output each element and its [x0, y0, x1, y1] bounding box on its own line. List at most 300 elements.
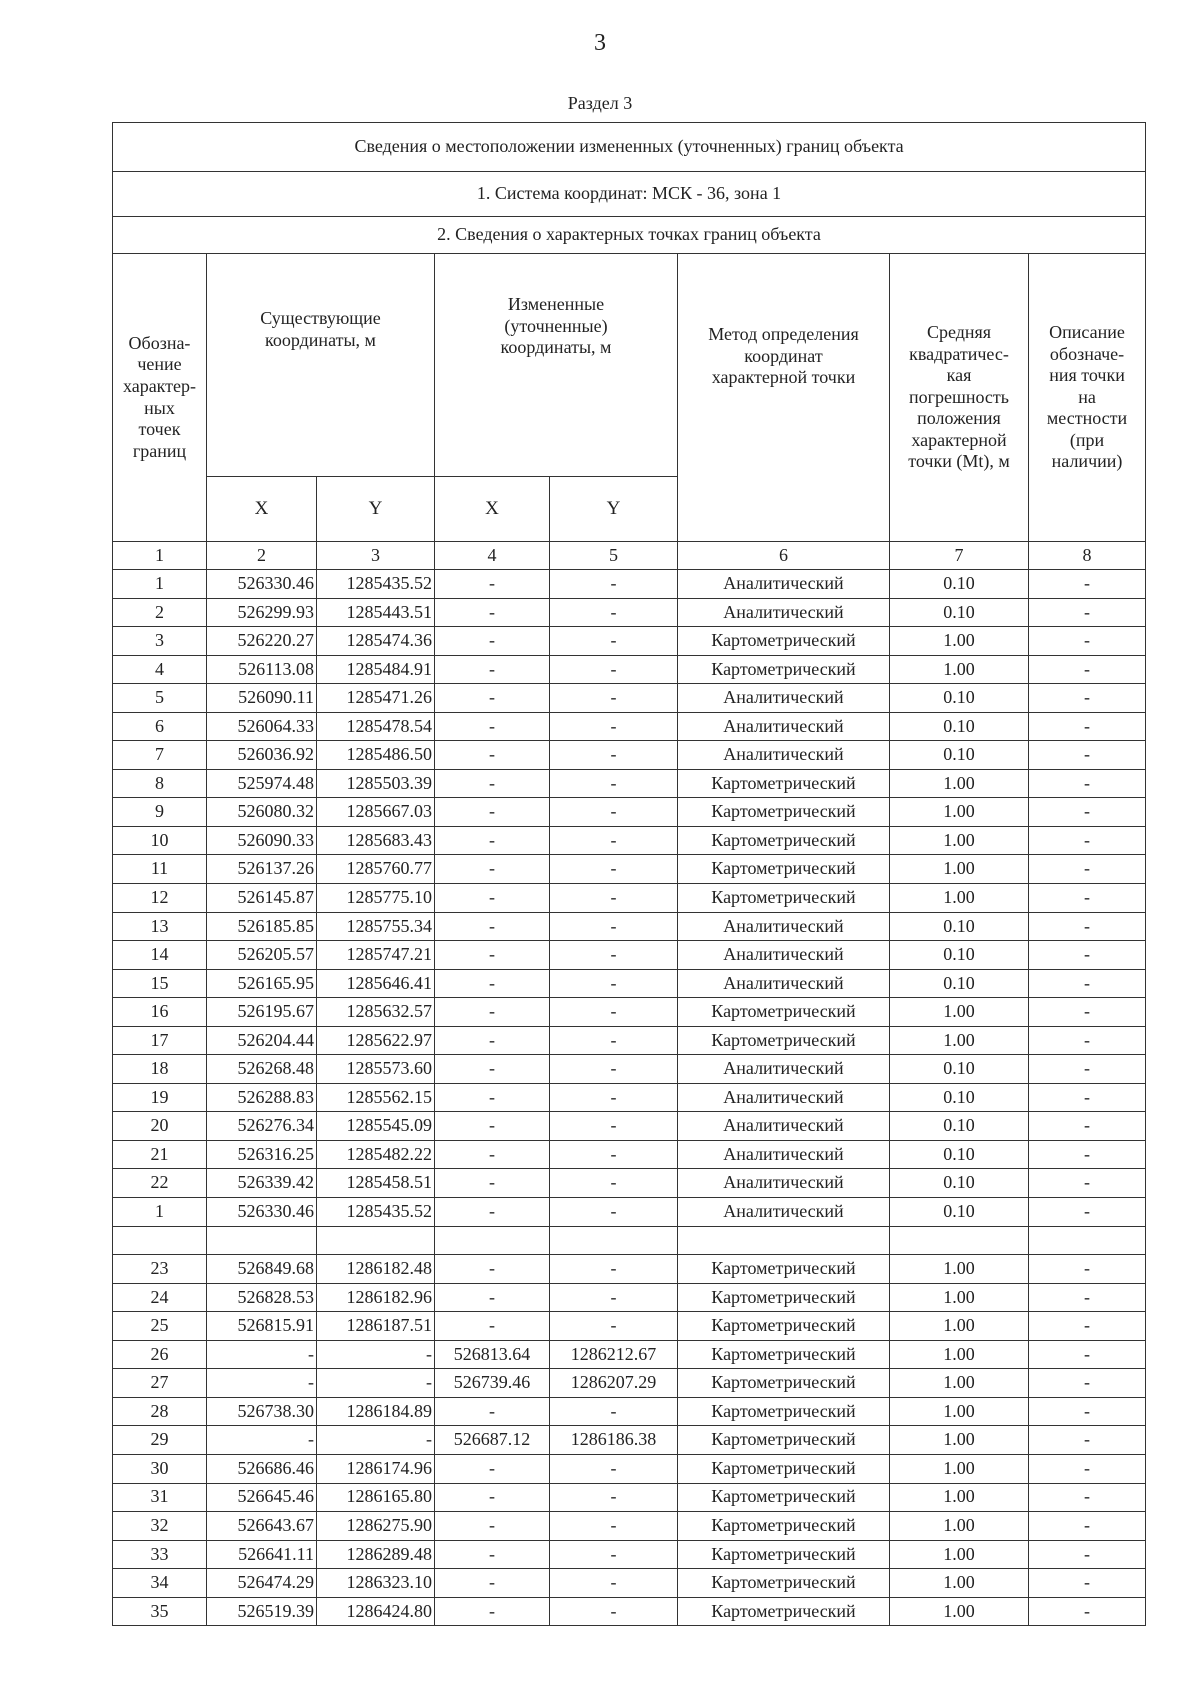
cell-changed-x: - [435, 1140, 550, 1169]
cell-description: - [1029, 1540, 1146, 1569]
cell-existing-y: 1285573.60 [317, 1055, 435, 1084]
cell-existing-y: 1285486.50 [317, 741, 435, 770]
cell-description: - [1029, 1140, 1146, 1169]
table-row [113, 1255, 1146, 1284]
cell-changed-x: - [435, 741, 550, 770]
table-body [113, 570, 1146, 1626]
cell-changed-y [550, 1226, 678, 1255]
cell-existing-y: 1285646.41 [317, 969, 435, 998]
cell-existing-x: 526299.93 [207, 598, 317, 627]
cell-existing-y: 1285474.36 [317, 627, 435, 656]
cell-point: 14 [113, 941, 207, 970]
cell-changed-y: - [550, 627, 678, 656]
cell-changed-y: - [550, 1055, 678, 1084]
cell-description: - [1029, 912, 1146, 941]
cell-existing-y: 1285503.39 [317, 769, 435, 798]
cell-point: 9 [113, 798, 207, 827]
cell-method: Картометрический [678, 1255, 890, 1284]
cell-changed-x: - [435, 1483, 550, 1512]
cell-existing-x: 526204.44 [207, 1026, 317, 1055]
cell-changed-x: - [435, 627, 550, 656]
cell-method: Картометрический [678, 1397, 890, 1426]
cell-error: 0.10 [890, 684, 1029, 713]
cell-error: 1.00 [890, 1255, 1029, 1284]
cell-existing-x: 526686.46 [207, 1454, 317, 1483]
cell-description: - [1029, 798, 1146, 827]
cell-method: Картометрический [678, 1597, 890, 1626]
cell-point: 27 [113, 1369, 207, 1398]
cell-changed-x: - [435, 1055, 550, 1084]
cell-description: - [1029, 998, 1146, 1027]
cell-existing-x: 526815.91 [207, 1312, 317, 1341]
cell-existing-y: 1285622.97 [317, 1026, 435, 1055]
cell-changed-x: - [435, 769, 550, 798]
table-row [113, 570, 1146, 599]
cell-error: 0.10 [890, 1198, 1029, 1227]
cell-changed-x: - [435, 1454, 550, 1483]
cell-description: - [1029, 1569, 1146, 1598]
cell-error: 1.00 [890, 769, 1029, 798]
table-row [113, 798, 1146, 827]
cell-existing-x: 526738.30 [207, 1397, 317, 1426]
table-row [113, 712, 1146, 741]
cell-method: Аналитический [678, 741, 890, 770]
cell-existing-y: 1285545.09 [317, 1112, 435, 1141]
cell-point: 10 [113, 826, 207, 855]
cell-changed-x: - [435, 1597, 550, 1626]
cell-changed-y: - [550, 1512, 678, 1541]
cell-existing-y: 1285435.52 [317, 1198, 435, 1227]
cell-point: 22 [113, 1169, 207, 1198]
table-row [113, 1312, 1146, 1341]
table-row [113, 1055, 1146, 1084]
cell-description: - [1029, 941, 1146, 970]
column-number: 8 [1029, 542, 1146, 570]
cell-description [1029, 1226, 1146, 1255]
cell-method: Аналитический [678, 570, 890, 599]
cell-existing-x: 526195.67 [207, 998, 317, 1027]
cell-method: Картометрический [678, 1312, 890, 1341]
table-row [113, 826, 1146, 855]
cell-changed-y: - [550, 655, 678, 684]
cell-existing-y: 1286275.90 [317, 1512, 435, 1541]
cell-changed-x: - [435, 684, 550, 713]
cell-changed-y: - [550, 798, 678, 827]
cell-description: - [1029, 1026, 1146, 1055]
cell-error: 1.00 [890, 1283, 1029, 1312]
column-number: 4 [435, 542, 550, 570]
cell-method: Картометрический [678, 1426, 890, 1455]
cell-point: 19 [113, 1083, 207, 1112]
cell-point: 2 [113, 598, 207, 627]
cell-existing-y: 1285478.54 [317, 712, 435, 741]
cell-method: Аналитический [678, 684, 890, 713]
cell-changed-y: - [550, 1140, 678, 1169]
cell-point: 35 [113, 1597, 207, 1626]
cell-existing-x: 526641.11 [207, 1540, 317, 1569]
cell-point: 5 [113, 684, 207, 713]
cell-changed-y: - [550, 1169, 678, 1198]
cell-changed-x: - [435, 1112, 550, 1141]
cell-changed-x: - [435, 598, 550, 627]
cell-error [890, 1226, 1029, 1255]
cell-point: 15 [113, 969, 207, 998]
cell-existing-x: 526268.48 [207, 1055, 317, 1084]
cell-method: Картометрический [678, 1454, 890, 1483]
cell-error: 1.00 [890, 826, 1029, 855]
table-row [113, 1597, 1146, 1626]
cell-changed-x: - [435, 1283, 550, 1312]
cell-error: 0.10 [890, 1140, 1029, 1169]
cell-changed-x: - [435, 912, 550, 941]
cell-existing-y: 1285755.34 [317, 912, 435, 941]
cell-error: 1.00 [890, 855, 1029, 884]
cell-description: - [1029, 1083, 1146, 1112]
cell-description: - [1029, 1112, 1146, 1141]
table-row [113, 1397, 1146, 1426]
cell-existing-x: 526330.46 [207, 570, 317, 599]
table-row [113, 912, 1146, 941]
cell-description: - [1029, 627, 1146, 656]
cell-existing-y: 1285484.91 [317, 655, 435, 684]
cell-method: Картометрический [678, 655, 890, 684]
cell-method: Картометрический [678, 1026, 890, 1055]
cell-existing-x: 526645.46 [207, 1483, 317, 1512]
cell-point: 17 [113, 1026, 207, 1055]
boundary-points-table [112, 122, 1146, 1626]
cell-error: 1.00 [890, 998, 1029, 1027]
cell-error: 1.00 [890, 655, 1029, 684]
cell-method: Картометрический [678, 1512, 890, 1541]
cell-existing-y: 1285482.22 [317, 1140, 435, 1169]
cell-point: 30 [113, 1454, 207, 1483]
cell-changed-y: - [550, 1255, 678, 1284]
cell-existing-y: 1285443.51 [317, 598, 435, 627]
header-designation: Обозна- чение характер- ных точек границ [113, 254, 207, 542]
cell-changed-x: 526813.64 [435, 1340, 550, 1369]
cell-changed-x: - [435, 826, 550, 855]
cell-point: 26 [113, 1340, 207, 1369]
cell-changed-y: - [550, 1026, 678, 1055]
cell-existing-y: 1285632.57 [317, 998, 435, 1027]
cell-method: Картометрический [678, 627, 890, 656]
cell-method: Картометрический [678, 798, 890, 827]
cell-existing-y: 1286165.80 [317, 1483, 435, 1512]
table-row [113, 1169, 1146, 1198]
cell-existing-y: 1286289.48 [317, 1540, 435, 1569]
cell-changed-y: - [550, 1283, 678, 1312]
cell-existing-x: 526643.67 [207, 1512, 317, 1541]
cell-existing-y: 1285435.52 [317, 570, 435, 599]
cell-method: Аналитический [678, 1112, 890, 1141]
cell-changed-x: 526687.12 [435, 1426, 550, 1455]
cell-description: - [1029, 1340, 1146, 1369]
cell-existing-y: 1285458.51 [317, 1169, 435, 1198]
cell-changed-y: - [550, 998, 678, 1027]
cell-existing-x: 526113.08 [207, 655, 317, 684]
section-title: Раздел 3 [567, 93, 633, 113]
cell-method: Картометрический [678, 855, 890, 884]
cell-description: - [1029, 684, 1146, 713]
header-existing-x: X [207, 477, 317, 542]
cell-changed-x: - [435, 884, 550, 913]
cell-point: 16 [113, 998, 207, 1027]
cell-changed-x: - [435, 941, 550, 970]
cell-point: 21 [113, 1140, 207, 1169]
cell-point: 11 [113, 855, 207, 884]
header-existing-coords: Существующие координаты, м [207, 254, 435, 477]
cell-point: 3 [113, 627, 207, 656]
cell-existing-x: 526316.25 [207, 1140, 317, 1169]
column-number: 5 [550, 542, 678, 570]
cell-point: 34 [113, 1569, 207, 1598]
table-row [113, 1569, 1146, 1598]
cell-description: - [1029, 969, 1146, 998]
cell-error: 1.00 [890, 1026, 1029, 1055]
cell-method: Картометрический [678, 1540, 890, 1569]
cell-point: 1 [113, 1198, 207, 1227]
cell-error: 1.00 [890, 1569, 1029, 1598]
cell-changed-y: - [550, 1597, 678, 1626]
cell-existing-y: 1286174.96 [317, 1454, 435, 1483]
cell-changed-y: - [550, 598, 678, 627]
cell-error: 1.00 [890, 1483, 1029, 1512]
cell-error: 1.00 [890, 1340, 1029, 1369]
cell-method: Аналитический [678, 912, 890, 941]
table-row [113, 598, 1146, 627]
cell-point: 8 [113, 769, 207, 798]
cell-changed-y: 1286186.38 [550, 1426, 678, 1455]
header-changed-y: Y [550, 477, 678, 542]
cell-changed-x: - [435, 1512, 550, 1541]
cell-changed-y: - [550, 1569, 678, 1598]
cell-method: Аналитический [678, 941, 890, 970]
cell-method: Картометрический [678, 998, 890, 1027]
column-number: 7 [890, 542, 1029, 570]
cell-method: Аналитический [678, 1169, 890, 1198]
cell-point: 6 [113, 712, 207, 741]
cell-changed-y: - [550, 884, 678, 913]
cell-error: 0.10 [890, 1083, 1029, 1112]
cell-changed-y: - [550, 769, 678, 798]
cell-existing-x: 526090.11 [207, 684, 317, 713]
cell-method: Аналитический [678, 712, 890, 741]
cell-method: Аналитический [678, 1140, 890, 1169]
cell-description: - [1029, 598, 1146, 627]
cell-error: 1.00 [890, 1397, 1029, 1426]
table-row [113, 684, 1146, 713]
cell-changed-x: - [435, 1397, 550, 1426]
table-row [113, 1198, 1146, 1227]
table-row [113, 1226, 1146, 1255]
cell-changed-y: - [550, 941, 678, 970]
cell-description: - [1029, 1055, 1146, 1084]
cell-changed-y: - [550, 826, 678, 855]
cell-description: - [1029, 1597, 1146, 1626]
cell-error: 0.10 [890, 598, 1029, 627]
cell-changed-x: - [435, 1569, 550, 1598]
cell-changed-y: - [550, 1454, 678, 1483]
table-row [113, 1140, 1146, 1169]
cell-error: 1.00 [890, 1540, 1029, 1569]
cell-changed-x: - [435, 1169, 550, 1198]
cell-existing-y: 1286184.89 [317, 1397, 435, 1426]
table-row [113, 741, 1146, 770]
cell-point: 12 [113, 884, 207, 913]
cell-existing-y: - [317, 1426, 435, 1455]
cell-existing-x: 526145.87 [207, 884, 317, 913]
cell-existing-x: 526828.53 [207, 1283, 317, 1312]
cell-changed-x: - [435, 1255, 550, 1284]
cell-method: Аналитический [678, 969, 890, 998]
cell-changed-y: - [550, 1483, 678, 1512]
cell-existing-y: 1285747.21 [317, 941, 435, 970]
cell-existing-y: - [317, 1369, 435, 1398]
cell-method: Аналитический [678, 598, 890, 627]
cell-point: 33 [113, 1540, 207, 1569]
cell-changed-x: - [435, 798, 550, 827]
cell-existing-x: - [207, 1340, 317, 1369]
cell-method [678, 1226, 890, 1255]
cell-error: 1.00 [890, 627, 1029, 656]
header-error: Средняя квадратичес- кая погрешность положения характерной точки (Mt), м [890, 254, 1029, 542]
cell-point: 24 [113, 1283, 207, 1312]
cell-existing-x: 526519.39 [207, 1597, 317, 1626]
cell-existing-y: 1285683.43 [317, 826, 435, 855]
cell-existing-y: 1285760.77 [317, 855, 435, 884]
cell-description: - [1029, 741, 1146, 770]
cell-existing-x: 526330.46 [207, 1198, 317, 1227]
cell-point: 32 [113, 1512, 207, 1541]
cell-description: - [1029, 1454, 1146, 1483]
cell-changed-y: 1286212.67 [550, 1340, 678, 1369]
cell-error: 0.10 [890, 1169, 1029, 1198]
cell-error: 1.00 [890, 1512, 1029, 1541]
table-row [113, 1540, 1146, 1569]
cell-description: - [1029, 1312, 1146, 1341]
cell-changed-y: - [550, 969, 678, 998]
cell-changed-y: - [550, 1397, 678, 1426]
header-method: Метод определения координат характерной точки [678, 254, 890, 542]
cell-existing-y: 1285775.10 [317, 884, 435, 913]
cell-changed-x: - [435, 570, 550, 599]
cell-changed-x: - [435, 1026, 550, 1055]
cell-existing-x: 525974.48 [207, 769, 317, 798]
cell-changed-x: - [435, 1540, 550, 1569]
cell-error: 1.00 [890, 1369, 1029, 1398]
cell-changed-y: - [550, 855, 678, 884]
table-row [113, 941, 1146, 970]
cell-existing-y: 1285667.03 [317, 798, 435, 827]
cell-changed-x: - [435, 855, 550, 884]
table-row [113, 855, 1146, 884]
cell-method: Картометрический [678, 1569, 890, 1598]
cell-existing-x: - [207, 1369, 317, 1398]
cell-changed-y: - [550, 741, 678, 770]
cell-point: 25 [113, 1312, 207, 1341]
cell-changed-y: - [550, 1312, 678, 1341]
cell-description: - [1029, 1169, 1146, 1198]
cell-changed-y: 1286207.29 [550, 1369, 678, 1398]
cell-error: 0.10 [890, 941, 1029, 970]
table-row [113, 1426, 1146, 1455]
cell-existing-x: 526165.95 [207, 969, 317, 998]
cell-description: - [1029, 855, 1146, 884]
cell-error: 0.10 [890, 570, 1029, 599]
cell-point: 18 [113, 1055, 207, 1084]
cell-existing-x: 526205.57 [207, 941, 317, 970]
cell-description: - [1029, 1198, 1146, 1227]
cell-point: 7 [113, 741, 207, 770]
cell-description: - [1029, 712, 1146, 741]
cell-changed-x: - [435, 655, 550, 684]
cell-changed-x: - [435, 1083, 550, 1112]
cell-existing-x: 526339.42 [207, 1169, 317, 1198]
header-changed-x: X [435, 477, 550, 542]
cell-existing-y: 1286182.96 [317, 1283, 435, 1312]
cell-description: - [1029, 1369, 1146, 1398]
cell-point: 1 [113, 570, 207, 599]
cell-changed-x: - [435, 1312, 550, 1341]
cell-method: Аналитический [678, 1198, 890, 1227]
cell-changed-y: - [550, 1198, 678, 1227]
cell-method: Картометрический [678, 826, 890, 855]
cell-error: 1.00 [890, 798, 1029, 827]
cell-method: Картометрический [678, 1483, 890, 1512]
table-row [113, 1369, 1146, 1398]
page-number: 3 [594, 30, 606, 56]
header-description: Описание обозначе- ния точки на местности (при наличии) [1029, 254, 1146, 542]
cell-changed-y: - [550, 912, 678, 941]
cell-changed-y: - [550, 712, 678, 741]
table-row [113, 884, 1146, 913]
table-row [113, 1112, 1146, 1141]
cell-changed-x: 526739.46 [435, 1369, 550, 1398]
cell-description: - [1029, 570, 1146, 599]
cell-changed-y: - [550, 684, 678, 713]
coordinate-system: 1. Система координат: МСК - 36, зона 1 [113, 172, 1146, 217]
cell-error: 0.10 [890, 712, 1029, 741]
table-row [113, 1340, 1146, 1369]
cell-point: 20 [113, 1112, 207, 1141]
cell-point [113, 1226, 207, 1255]
cell-description: - [1029, 884, 1146, 913]
cell-existing-x: 526288.83 [207, 1083, 317, 1112]
column-number: 2 [207, 542, 317, 570]
table-row [113, 969, 1146, 998]
cell-existing-y: 1286424.80 [317, 1597, 435, 1626]
cell-existing-x: 526090.33 [207, 826, 317, 855]
cell-method: Аналитический [678, 1055, 890, 1084]
cell-description: - [1029, 826, 1146, 855]
cell-description: - [1029, 1255, 1146, 1284]
cell-existing-x: 526849.68 [207, 1255, 317, 1284]
table-row [113, 1512, 1146, 1541]
cell-existing-y: 1286187.51 [317, 1312, 435, 1341]
cell-existing-y: 1286323.10 [317, 1569, 435, 1598]
cell-error: 0.10 [890, 1055, 1029, 1084]
table-row [113, 1454, 1146, 1483]
cell-changed-y: - [550, 1112, 678, 1141]
cell-changed-y: - [550, 570, 678, 599]
cell-existing-x: 526185.85 [207, 912, 317, 941]
cell-description: - [1029, 1283, 1146, 1312]
cell-existing-y: 1285562.15 [317, 1083, 435, 1112]
cell-description: - [1029, 1426, 1146, 1455]
cell-existing-x: 526137.26 [207, 855, 317, 884]
column-number: 3 [317, 542, 435, 570]
cell-existing-y [317, 1226, 435, 1255]
